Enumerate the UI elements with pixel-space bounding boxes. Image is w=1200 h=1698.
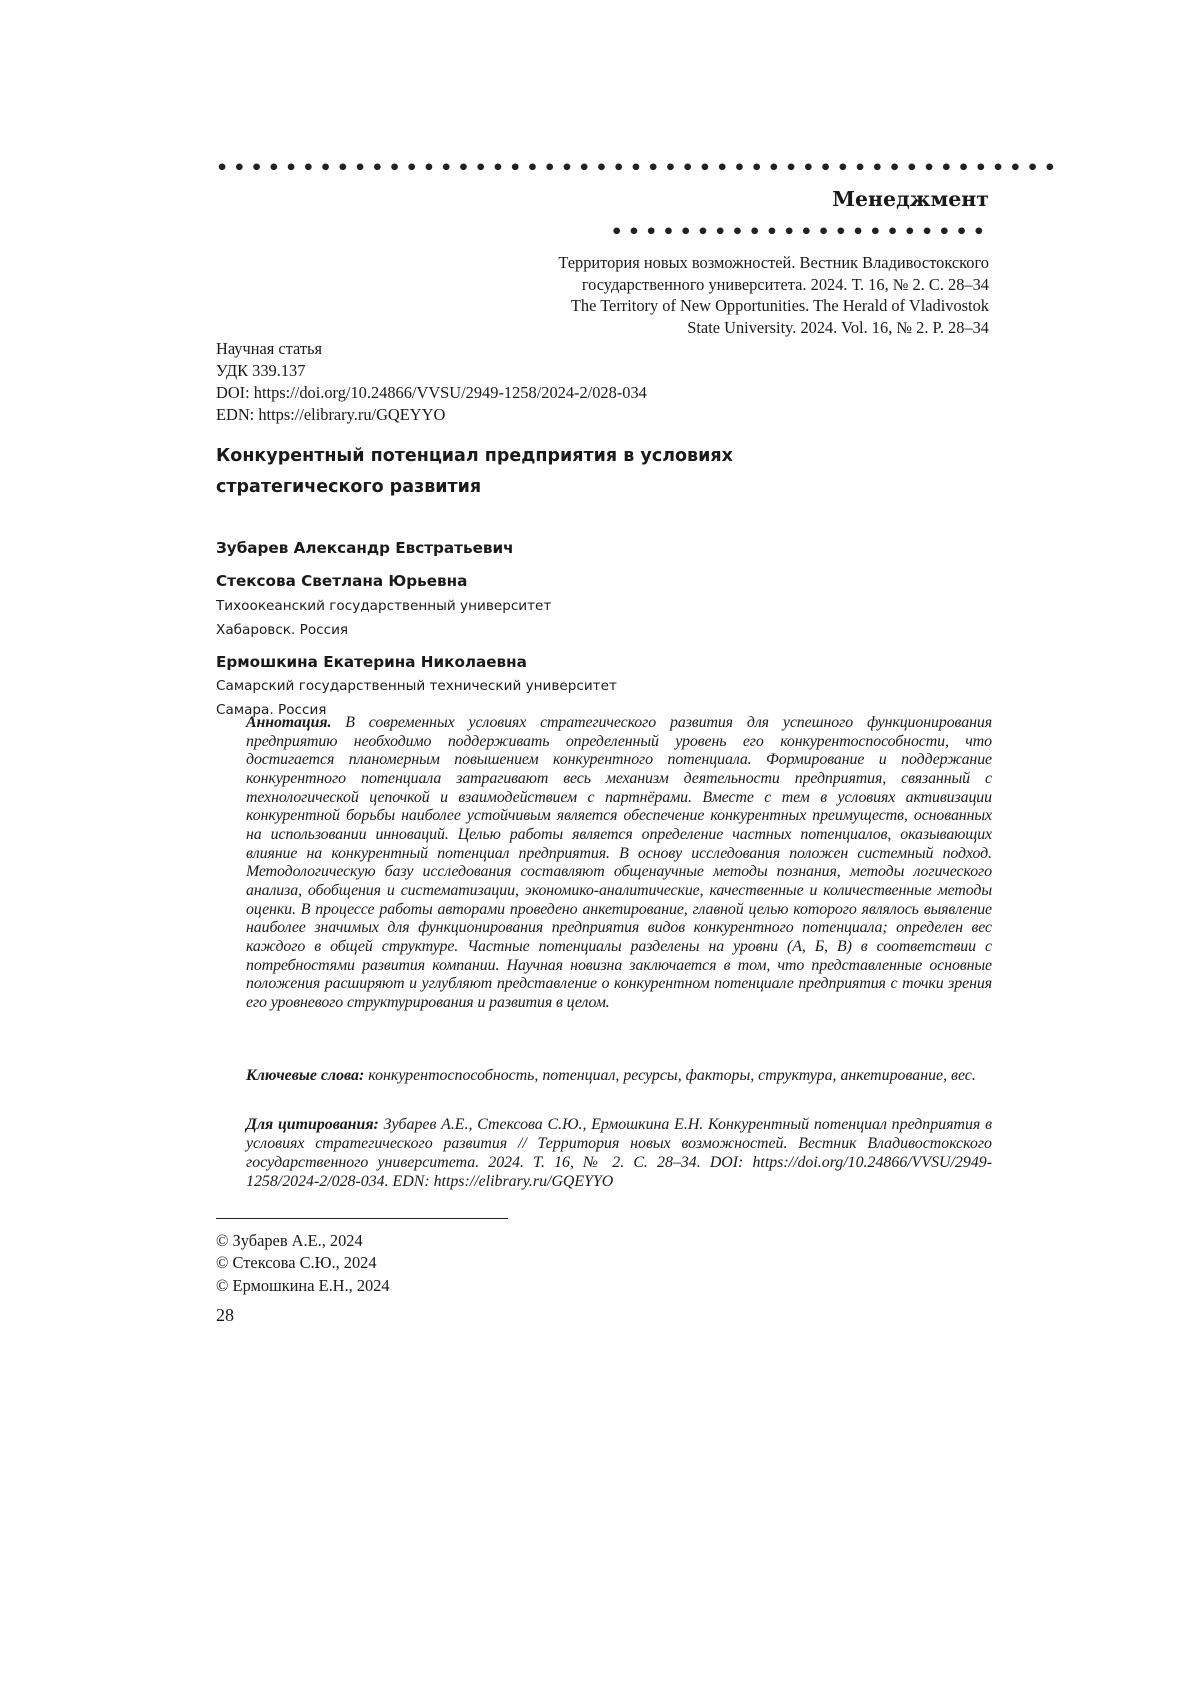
edn-link[interactable]: EDN: https://elibrary.ru/GQEYYO <box>216 405 446 424</box>
citation-label: Для цитирования: <box>246 1116 379 1133</box>
author-city: Самара. Россия <box>216 702 327 718</box>
footnote-rule <box>216 1218 508 1219</box>
doi-link[interactable]: DOI: https://doi.org/10.24866/VVSU/2949-1258/2024-2/028-034 <box>216 383 647 402</box>
author-name: Зубарев Александр Евстратьевич <box>216 539 514 557</box>
journal-ref-line: Территория новых возможностей. Вестник Владивостокского <box>558 253 989 272</box>
page-number: 28 <box>216 1305 234 1325</box>
author-name: Стексова Светлана Юрьевна <box>216 572 468 590</box>
journal-ref-line: The Territory of New Opportunities. The Herald of Vladivostok <box>570 296 989 316</box>
keywords-label: Ключевые слова <box>246 1067 359 1084</box>
keywords-colon: : <box>358 1067 365 1084</box>
article-metadata <box>216 338 647 426</box>
article-type: Научная статья <box>216 339 323 358</box>
udc-code: УДК 339.137 <box>216 361 306 380</box>
author-city: Хабаровск. Россия <box>216 622 349 638</box>
citation <box>246 1115 992 1191</box>
abstract-label: Аннотация. <box>246 714 332 731</box>
copyright-line: © Зубарев А.Е., 2024 <box>216 1231 363 1250</box>
journal-reference <box>429 252 989 339</box>
article-title: Конкурентный потенциал предприятия в условиях стратегического развития <box>216 446 733 497</box>
section-dotted-rule: •••••••••••••••••••••• <box>610 221 990 243</box>
abstract-text: В современных условиях стратегического развития для успешного функционирования предприятию необходимо поддерживать определенный уровень его конкурентоспособности, что достигается планомерным повышением конкурентного потенциала. Формирование и поддержание конкурентного потенциала затрагивают весь механизм деятельности предприятия, связанный с технологической цепочкой и взаимодействием с партнёрами. Вместе с тем в условиях активизации конкурентной борьбы наиболее устойчивым является обеспечение конкурентных преимуществ, основанных на использовании инноваций. Целью работы является определение частных потенциалов, оказывающих влияние на конкурентный потенциал предприятия. В основу исследования положен системный подход. Методологическую базу исследования составляют общенаучные методы познания, методы логического анализа, обобщения и систематизации, экономико-аналитические, качественные и количественные методы оценки. В процессе работы авторами проведено анкетирование, главной целью которого являлось выявление наиболее значимых для функционирования предприятия видов конкурентного потенциала; определен вес каждого в общей структуре. Частные потенциалы разделены на уровни (А, Б, В) в соответствии с потребностями развития компании. Научная новизна заключается в том, что представленные основные положения расширяют и углубляют представление о конкурентном потенциале предприятия с точки зрения его уровневого структурирования и развития в целом. <box>246 714 992 1011</box>
citation-text: Зубарев А.Е., Стексова С.Ю., Ермошкина Е.Н. Конкурентный потенциал предприятия в условиях стратегического развития // Территория новых возможностей. Вестник Владивостокского государственного университета. 2024. Т. 16, № 2. С. 28–34. DOI: https://doi.org/10.24866/VVSU/2949-1258/2024-2/028-034. EDN: https://elibrary.ru/GQEYYO <box>246 1116 992 1190</box>
journal-ref-line: State University. 2024. Vol. 16, № 2. P. 28–34 <box>687 318 989 338</box>
top-dotted-rule: ••••••••••••••••••••••••••••••••••••••••••••••••• <box>216 157 1061 179</box>
keywords <box>246 1066 992 1086</box>
author-affiliation: Самарский государственный технический университет <box>216 678 617 694</box>
keywords-text: конкурентоспособность, потенциал, ресурсы, факторы, структура, анкетирование, вес. <box>368 1067 976 1084</box>
copyright-line: © Стексова С.Ю., 2024 <box>216 1253 377 1273</box>
author-name: Ермошкина Екатерина Николаевна <box>216 653 527 671</box>
section-heading: Менеджмент <box>832 187 989 211</box>
journal-ref-line: государственного университета. 2024. Т. 16, № 2. С. 28–34 <box>581 274 989 294</box>
copyright-line: © Ермошкина Е.Н., 2024 <box>216 1275 390 1295</box>
abstract <box>246 714 992 1013</box>
author-affiliation: Тихоокеанский государственный университет <box>216 598 552 614</box>
copyright-block <box>216 1230 390 1297</box>
